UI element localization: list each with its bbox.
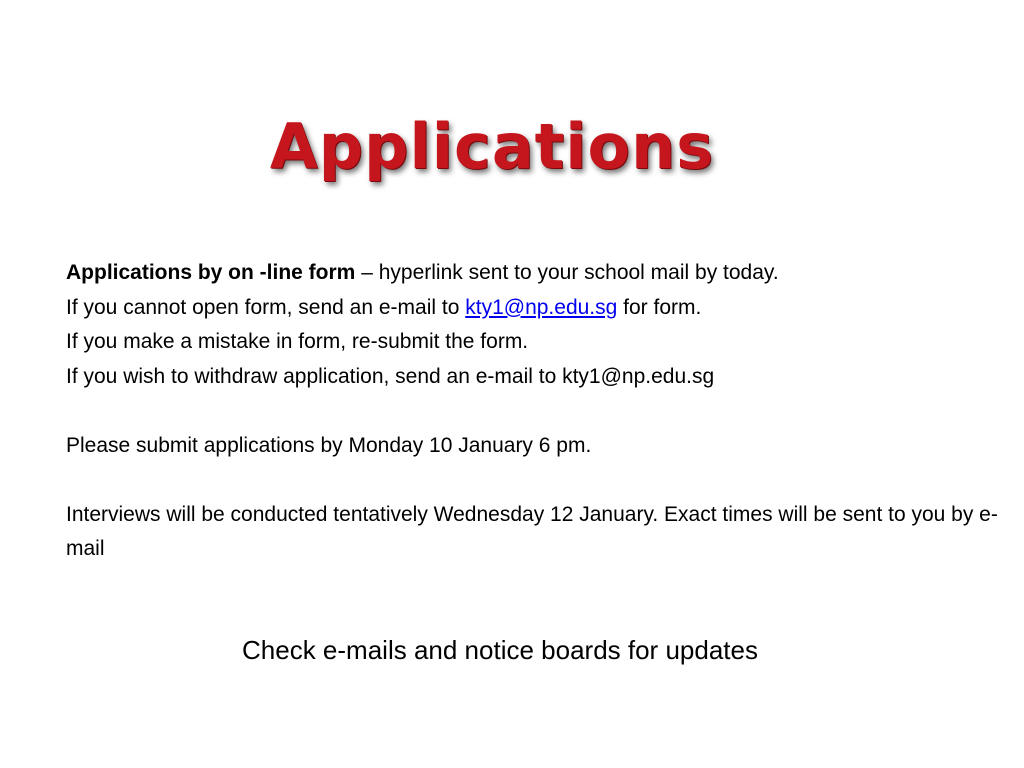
line-cannot-open: [66, 291, 1006, 326]
email-link[interactable]: kty1@np.edu.sg: [465, 295, 618, 319]
line-withdraw: If you wish to withdraw application, send an e-mail to kty1@np.edu.sg: [66, 364, 715, 388]
spacer: [66, 394, 1006, 429]
footer-note: Check e-mails and notice boards for updates: [242, 635, 758, 665]
cannot-open-text: If you cannot open form, send an e-mail to: [66, 295, 466, 319]
line-mistake: If you make a mistake in form, re-submit the form.: [66, 330, 529, 353]
line-deadline: Please submit applications by Monday 10 January 6 pm.: [66, 433, 592, 457]
line-online-form: [66, 256, 1006, 291]
for-form-text: for form.: [617, 295, 702, 319]
slide-title: Applications: [269, 110, 715, 183]
online-form-heading: Applications by on -line form: [66, 261, 356, 284]
spacer: [66, 463, 1006, 498]
line-interviews: Interviews will be conducted tentatively Wednesday 12 January. Exact times will be sent to you by e-mail: [66, 502, 998, 560]
slide-body: [66, 256, 1006, 567]
online-form-text: – hyperlink sent to your school mail by today.: [355, 261, 779, 284]
